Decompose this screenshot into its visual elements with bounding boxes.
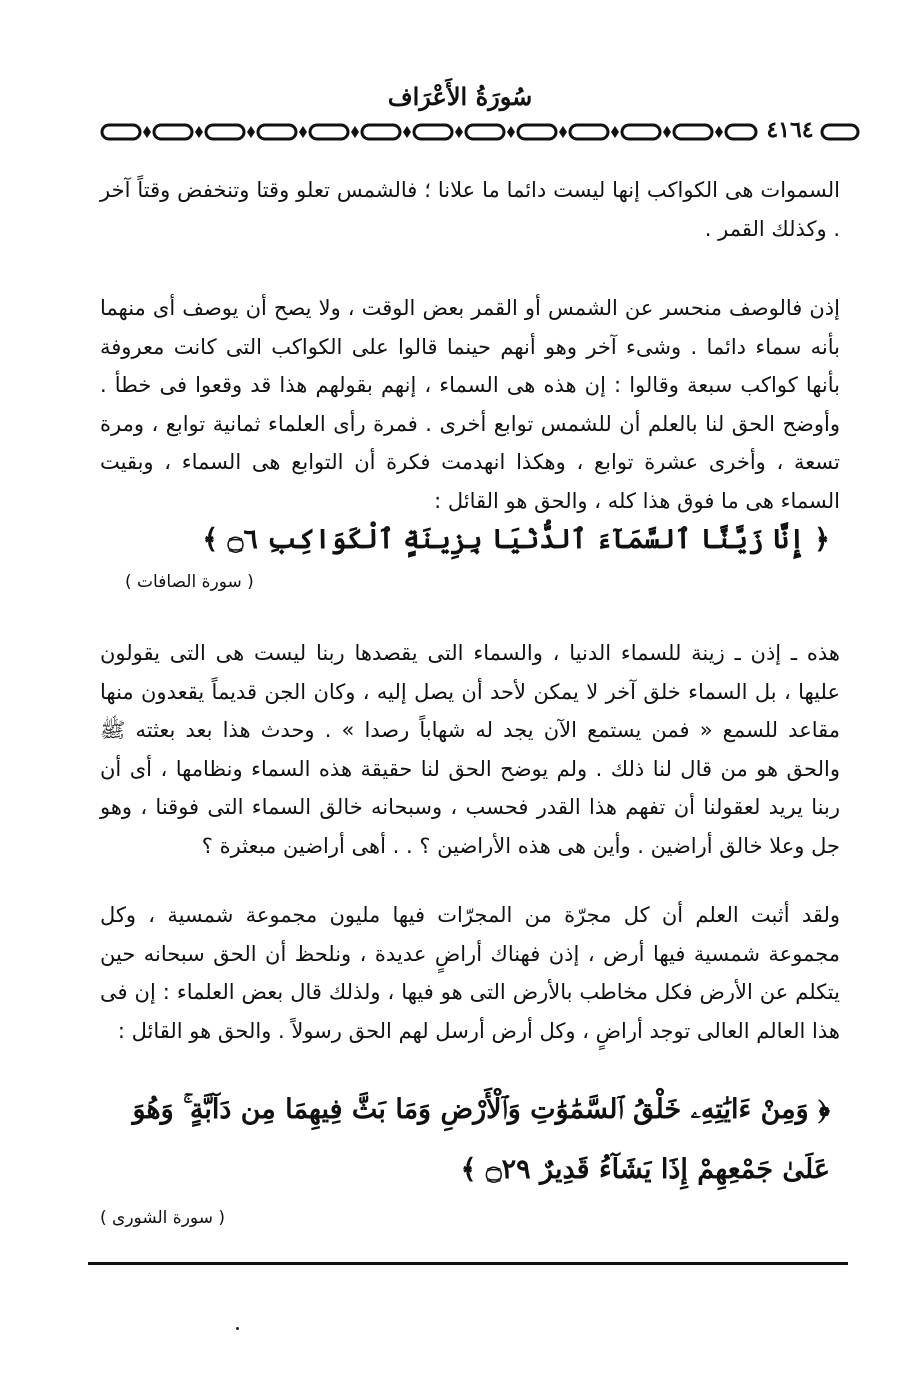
verse-source-1: ( سورة الصافات ) xyxy=(125,572,254,592)
surah-title: سُورَةُ الأَعْرَاف xyxy=(387,82,533,111)
paragraph-1: السموات هى الكواكب إنها ليست دائما ما علانا ؛ فالشمس تعلو وقتا وتنخفض وقتاً آخر . وكذلك القمر . xyxy=(100,178,840,241)
paragraph-3: هذه ـ إذن ـ زينة للسماء الدنيا ، والسماء التى يقصدها ربنا ليست هى التى يقولون عليها ، بل السماء خلق آخر لا يمكن لأحد أن يصل إليه ، وكان الجن قديماً يقعدون منها مقاعد للسمع « فمن يستمع الآن يجد له شهاباً رصدا » . وحدث هذا بعد بعثته ﷺ والحق هو من قال لنا ذلك . ولم يوضح الحق لنا حقيقة هذه السماء ونظامها ، أى أن ربنا يريد لعقولنا أن تفهم هذا القدر فحسب ، وسبحانه خالق السماء التى فوقنا ، وهو جل وعلا خالق أراضين . وأين هى هذه الأراضين ؟ . . أهى أراضين مبعثرة ؟ xyxy=(100,641,840,858)
footer-rule xyxy=(88,1262,848,1265)
quran-verse-1: ﴿ إِنَّا زَيَّنَّا ٱلسَّمَآءَ ٱلدُّنْيَا بِزِينَةٍ ٱلْكَوَاكِبِ ۝٦ ﴾ xyxy=(202,524,830,555)
quran-verse-2: ﴿ وَمِنْ ءَايَٰتِهِۦ خَلْقُ ٱلسَّمَٰوَٰتِ وَٱلْأَرْضِ وَمَا بَثَّ فِيهِمَا مِن دَآبَّةٍ ۚ وَهُوَ عَلَىٰ جَمْعِهِمْ إِذَا يَشَآءُ قَدِيرٌ ۝٢٩ ﴾ xyxy=(132,1094,830,1185)
paragraph-2: إذن فالوصف منحسر عن الشمس أو القمر بعض الوقت ، ولا يصح أن يوصف أى منهما بأنه سماء دائما . وشىء آخر وهو أنهم حينما قالوا على الكواكب التى كانت معروفة بأنها كواكب سبعة وقالوا : إن هذه هى السماء ، إنهم بقولهم هذا قد وقعوا فى خطأ . وأوضح الحق لنا بالعلم أن للشمس توابع أخرى . فمرة رأى العلماء ثمانية توابع ، ومرة تسعة ، وأخرى عشرة توابع ، وهكذا انهدمت فكرة أن التوابع هى السماء ، وبقيت السماء هى ما فوق هذا كله ، والحق هو القائل : xyxy=(100,296,840,513)
scan-speck xyxy=(236,1327,239,1330)
paragraph-4: ولقد أثبت العلم أن كل مجرّة من المجرّات فيها مليون مجموعة شمسية ، وكل مجموعة شمسية فيها أرض ، إذن فهناك أراضٍ عديدة ، ونلحظ أن الحق سبحانه حين يتكلم عن الأرض فكل مخاطب بالأرض التى هو فيها ، ولذلك قال بعض العلماء : إن فى هذا العالم العالى توجد أراضٍ ، وكل أرض أرسل لهم الحق رسولاً . والحق هو القائل : xyxy=(100,903,840,1043)
page-number: ٤١٦٤ xyxy=(760,117,820,143)
verse-source-2: ( سورة الشورى ) xyxy=(100,1208,225,1228)
ornamental-border xyxy=(100,120,860,144)
